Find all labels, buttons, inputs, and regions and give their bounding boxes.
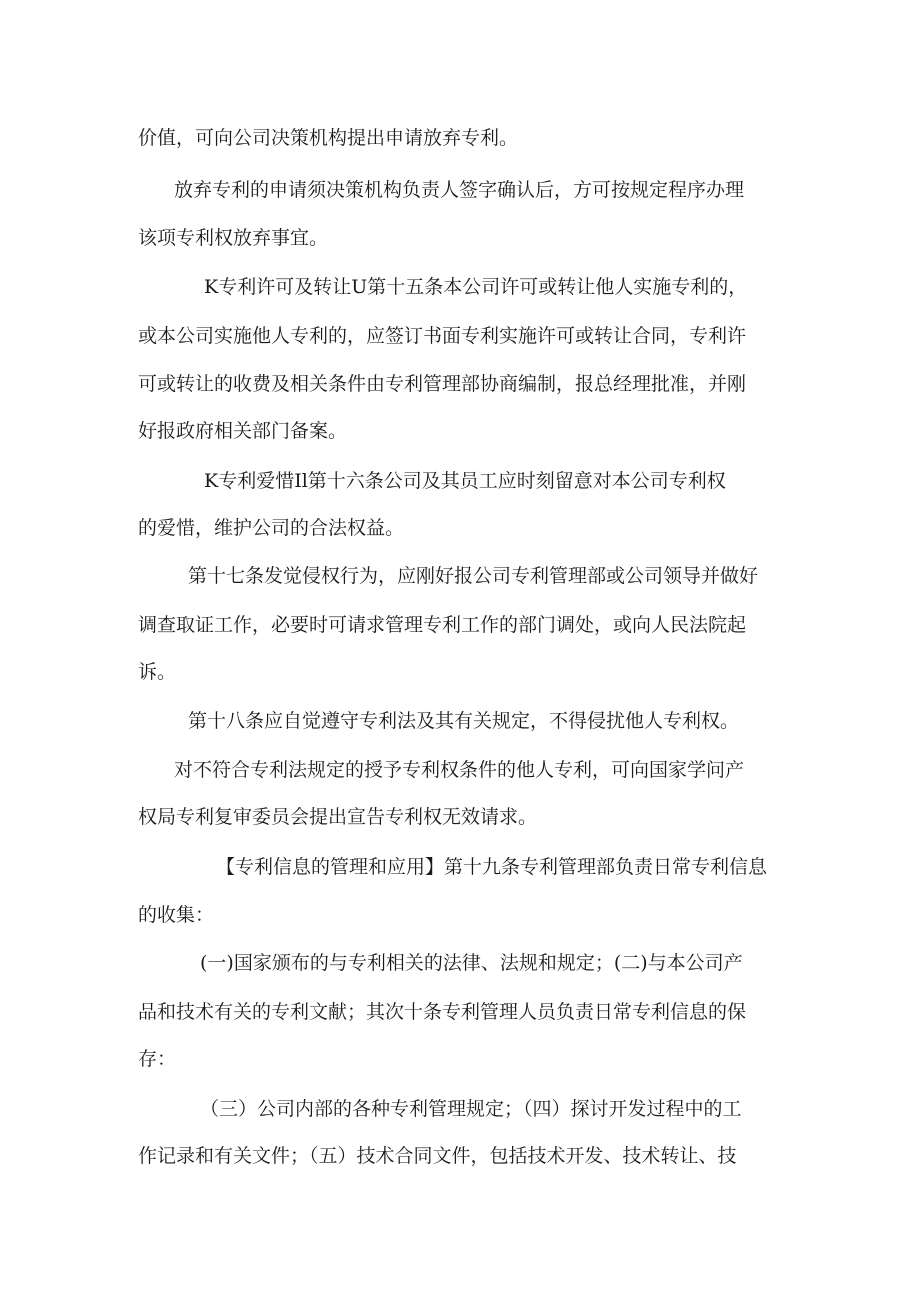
text-line: 第十八条应自觉遵守专利法及其有关规定，不得侵扰他人专利权。 [188,710,740,732]
text-line: 对不符合专利法规定的授予专利权条件的他人专利，可向国家学问产 [174,759,745,781]
text-line: （三）公司内部的各种专利管理规定；（四）探讨开发过程中的工 [200,1098,742,1120]
text-line: 放弃专利的申请须决策机构负责人签字确认后，方可按规定程序办理 [174,179,745,201]
text-line: 品和技术有关的专利文献；其次十条专利管理人员负责日常专利信息的保 [138,1001,747,1023]
text-line: (一)国家颁布的与专利相关的法律、法规和规定；(二)与本公司产 [200,952,743,974]
text-line: 的收集： [138,904,215,926]
text-line: 可或转让的收费及相关条件由专利管理部协商编制，报总经理批准，并刚 [138,373,747,395]
text-line: 的爱惜，维护公司的合法权益。 [138,517,405,539]
text-line: 该项专利权放弃事宜。 [138,227,329,249]
text-line: 存： [138,1048,177,1070]
text-line: 诉。 [138,661,177,683]
text-line: 调查取证工作，必要时可请求管理专利工作的部门调处，或向人民法院起 [138,614,747,636]
text-line: K专利爱惜Il第十六条公司及其员工应时刻留意对本公司专利权 [204,470,726,492]
text-line: 权局专利复审委员会提出宣告专利权无效请求。 [138,806,538,828]
text-line: 或本公司实施他人专利的，应签订书面专利实施许可或转让合同，专利许 [138,325,747,347]
text-line: K专利许可及转让U第十五条本公司许可或转让他人实施专利的， [204,276,748,298]
text-line: 作记录和有关文件；（五）技术合同文件，包括技术开发、技术转让、技 [138,1145,737,1167]
text-line: 好报政府相关部门备案。 [138,420,348,442]
text-line: 价值，可向公司决策机构提出申请放弃专利。 [138,127,519,149]
text-line: 第十七条发觉侵权行为，应刚好报公司专利管理部或公司领导并做好 [188,565,759,587]
text-line: 【专利信息的管理和应用】第十九条专利管理部负责日常专利信息 [216,856,768,878]
